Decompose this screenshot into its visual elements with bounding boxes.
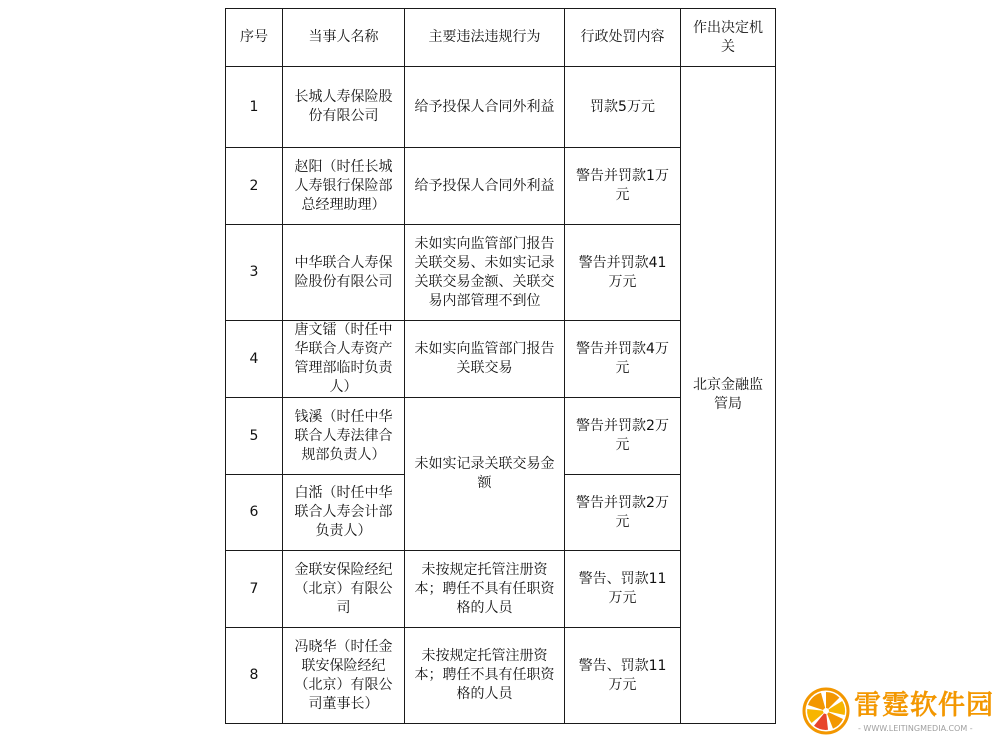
cell-serial-no: 5 xyxy=(226,398,283,475)
watermark-brand: 雷霆软件园 xyxy=(854,690,994,721)
watermark-url: - WWW.LEITINGMEDIA.COM - xyxy=(858,724,973,733)
cell-violation: 未如实向监管部门报告关联交易 xyxy=(405,321,565,398)
cell-party-name: 中华联合人寿保险股份有限公司 xyxy=(283,225,405,321)
cell-serial-no: 7 xyxy=(226,551,283,628)
cell-party-name: 长城人寿保险股份有限公司 xyxy=(283,67,405,148)
cell-penalty: 罚款5万元 xyxy=(565,67,681,148)
cell-party-name: 赵阳（时任长城人寿银行保险部总经理助理） xyxy=(283,148,405,225)
cell-penalty: 警告并罚款2万元 xyxy=(565,398,681,475)
cell-penalty: 警告并罚款1万元 xyxy=(565,148,681,225)
cell-serial-no: 1 xyxy=(226,67,283,148)
table-row xyxy=(226,67,776,148)
header-violation: 主要违法违规行为 xyxy=(405,9,565,67)
cell-penalty: 警告并罚款2万元 xyxy=(565,475,681,551)
cell-violation: 未按规定托管注册资本；聘任不具有任职资格的人员 xyxy=(405,551,565,628)
cell-violation: 未如实记录关联交易金额 xyxy=(405,398,565,551)
cell-violation: 给予投保人合同外利益 xyxy=(405,67,565,148)
cell-violation: 未按规定托管注册资本；聘任不具有任职资格的人员 xyxy=(405,628,565,724)
cell-violation: 给予投保人合同外利益 xyxy=(405,148,565,225)
cell-party-name: 冯晓华（时任金联安保险经纪（北京）有限公司董事长） xyxy=(283,628,405,724)
cell-serial-no: 4 xyxy=(226,321,283,398)
citrus-slice-icon xyxy=(802,687,850,735)
cell-serial-no: 2 xyxy=(226,148,283,225)
header-party-name: 当事人名称 xyxy=(283,9,405,67)
cell-penalty: 警告并罚款4万元 xyxy=(565,321,681,398)
cell-party-name: 白湉（时任中华联合人寿会计部负责人） xyxy=(283,475,405,551)
header-authority: 作出决定机关 xyxy=(681,9,776,67)
cell-authority: 北京金融监管局 xyxy=(681,67,776,724)
cell-serial-no: 8 xyxy=(226,628,283,724)
cell-serial-no: 3 xyxy=(226,225,283,321)
cell-penalty: 警告、罚款11万元 xyxy=(565,628,681,724)
cell-party-name: 金联安保险经纪（北京）有限公司 xyxy=(283,551,405,628)
penalty-table xyxy=(225,8,776,724)
watermark xyxy=(802,687,998,737)
cell-penalty: 警告、罚款11万元 xyxy=(565,551,681,628)
cell-party-name: 唐文镭（时任中华联合人寿资产管理部临时负责人） xyxy=(283,321,405,398)
cell-penalty: 警告并罚款41万元 xyxy=(565,225,681,321)
header-penalty: 行政处罚内容 xyxy=(565,9,681,67)
cell-party-name: 钱溪（时任中华联合人寿法律合规部负责人） xyxy=(283,398,405,475)
header-serial-no: 序号 xyxy=(226,9,283,67)
table-header-row xyxy=(226,9,776,67)
cell-serial-no: 6 xyxy=(226,475,283,551)
cell-violation: 未如实向监管部门报告关联交易、未如实记录关联交易金额、关联交易内部管理不到位 xyxy=(405,225,565,321)
